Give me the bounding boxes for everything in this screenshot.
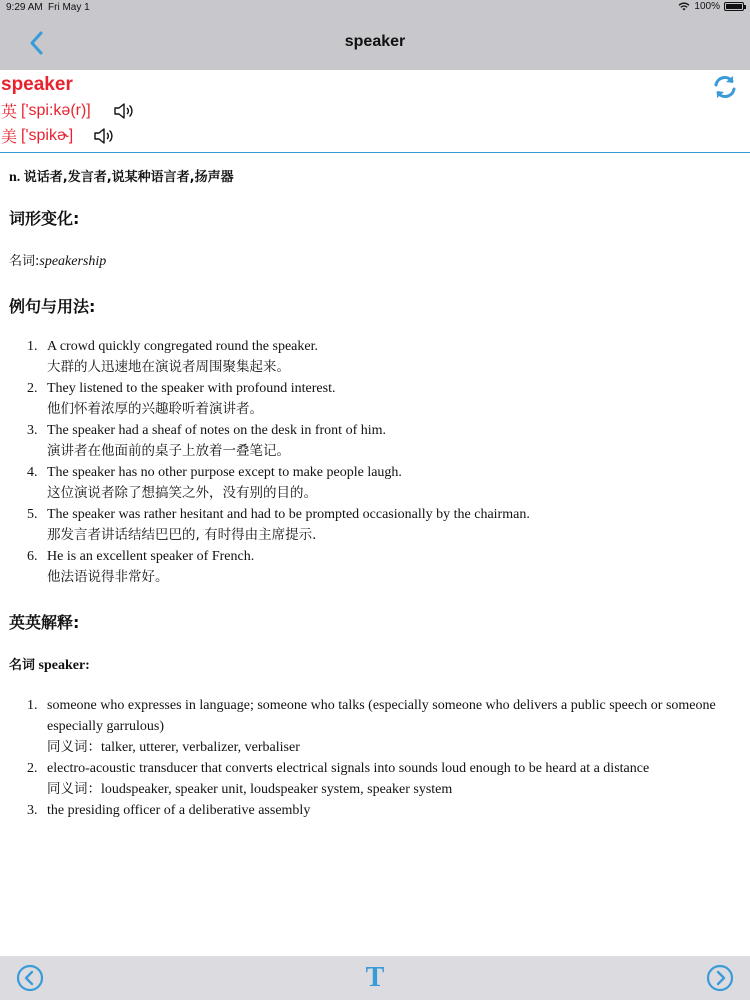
uk-audio-button[interactable]: [113, 101, 135, 121]
example-number: 1.: [27, 339, 38, 354]
definition-text: 说话者,发言者,说某种语言者,扬声器: [23, 170, 234, 185]
synonym-label: 同义词：: [47, 739, 101, 755]
chevron-right-circle-icon: [706, 964, 734, 992]
example-cn: 大群的人迅速地在演说者周围聚集起来。: [47, 359, 290, 375]
sense-synonyms: [47, 737, 739, 758]
example-item: [27, 462, 737, 504]
font-size-button[interactable]: T: [365, 962, 385, 993]
sense-item: [27, 800, 739, 821]
example-item: [27, 504, 737, 546]
example-cn: 这位演说者除了想搞笑之外，没有别的目的。: [47, 485, 317, 501]
page-title: speaker: [344, 33, 406, 50]
status-bar: [0, 0, 750, 16]
example-cn: 他法语说得非常好。: [47, 569, 169, 585]
sense-text: electro-acoustic transducer that converts electrical signals into sounds loud enough to be heard at a distance: [47, 761, 650, 776]
us-pronunciation: [1, 124, 115, 147]
example-cn: 他们怀着浓厚的兴趣聆听着演讲者。: [47, 401, 263, 417]
example-en: The speaker has no other purpose except to make people laugh.: [47, 465, 402, 480]
example-en: A crowd quickly congregated round the speaker.: [47, 339, 318, 354]
sense-number: 2.: [27, 761, 38, 776]
wifi-icon: [678, 2, 690, 11]
example-cn: 那发言者讲话结结巴巴的, 有时得由主席提示.: [47, 527, 317, 543]
nav-bar: [0, 16, 750, 70]
status-date: Fri May 1: [48, 2, 90, 13]
sense-item: [27, 695, 739, 758]
us-phonetic: ['spikɚ]: [21, 126, 74, 144]
sense-number: 3.: [27, 803, 38, 818]
example-item: [27, 420, 737, 462]
definition-pos: n.: [9, 170, 21, 185]
word-header: [0, 70, 750, 153]
example-number: 6.: [27, 549, 38, 564]
status-time: 9:29 AM: [6, 2, 43, 13]
refresh-icon: [712, 74, 738, 100]
previous-button[interactable]: [16, 964, 44, 992]
sense-synonyms: [47, 779, 739, 800]
english-pos-label: 名词: [9, 658, 36, 673]
example-item: [27, 336, 737, 378]
us-label: 美: [1, 129, 18, 146]
example-cn: 演讲者在他面前的桌子上放着一叠笔记。: [47, 443, 290, 459]
next-button[interactable]: [706, 964, 734, 992]
example-number: 2.: [27, 381, 38, 396]
english-pos-word: speaker:: [38, 658, 90, 673]
uk-phonetic: ['spi:kə(r)]: [21, 101, 91, 119]
example-number: 3.: [27, 423, 38, 438]
battery-icon: [724, 2, 744, 11]
speaker-icon: [93, 126, 115, 146]
uk-pronunciation: [1, 99, 135, 122]
synonym-list: loudspeaker, speaker unit, loudspeaker system, speaker system: [101, 782, 453, 797]
word-forms: [9, 250, 106, 270]
example-number: 4.: [27, 465, 38, 480]
sense-number: 1.: [27, 698, 38, 713]
sense-item: [27, 758, 739, 800]
example-item: [27, 546, 737, 588]
forms-value: speakership: [39, 254, 107, 269]
example-number: 5.: [27, 507, 38, 522]
example-item: [27, 378, 737, 420]
sense-text: the presiding officer of a deliberative assembly: [47, 803, 311, 818]
refresh-button[interactable]: [712, 74, 738, 100]
examples-heading: 例句与用法:: [9, 297, 96, 316]
chevron-left-circle-icon: [16, 964, 44, 992]
sense-text: someone who expresses in language; someone who talks (especially someone who delivers a public speech or someone especially garrulous): [47, 698, 716, 734]
example-en: The speaker was rather hesitant and had to be prompted occasionally by the chairman.: [47, 507, 530, 522]
synonym-list: talker, utterer, verbalizer, verbaliser: [101, 740, 300, 755]
us-audio-button[interactable]: [93, 126, 115, 146]
battery-fill: [726, 4, 742, 9]
headword: speaker: [1, 74, 73, 95]
speaker-icon: [113, 101, 135, 121]
definition: [9, 166, 234, 186]
example-en: He is an excellent speaker of French.: [47, 549, 255, 564]
forms-label: 名词:: [9, 254, 40, 269]
example-en: The speaker had a sheaf of notes on the desk in front of him.: [47, 423, 387, 438]
senses-list: [27, 695, 739, 821]
english-heading: 英英解释:: [9, 613, 80, 632]
status-right: [678, 1, 744, 12]
uk-label: 英: [1, 104, 18, 121]
battery-percent: 100%: [694, 1, 720, 12]
synonym-label: 同义词：: [47, 781, 101, 797]
example-en: They listened to the speaker with profound interest.: [47, 381, 336, 396]
bottom-toolbar: [0, 956, 750, 1000]
forms-heading: 词形变化:: [9, 209, 80, 228]
examples-list: [27, 336, 737, 588]
english-pos: [9, 654, 90, 674]
